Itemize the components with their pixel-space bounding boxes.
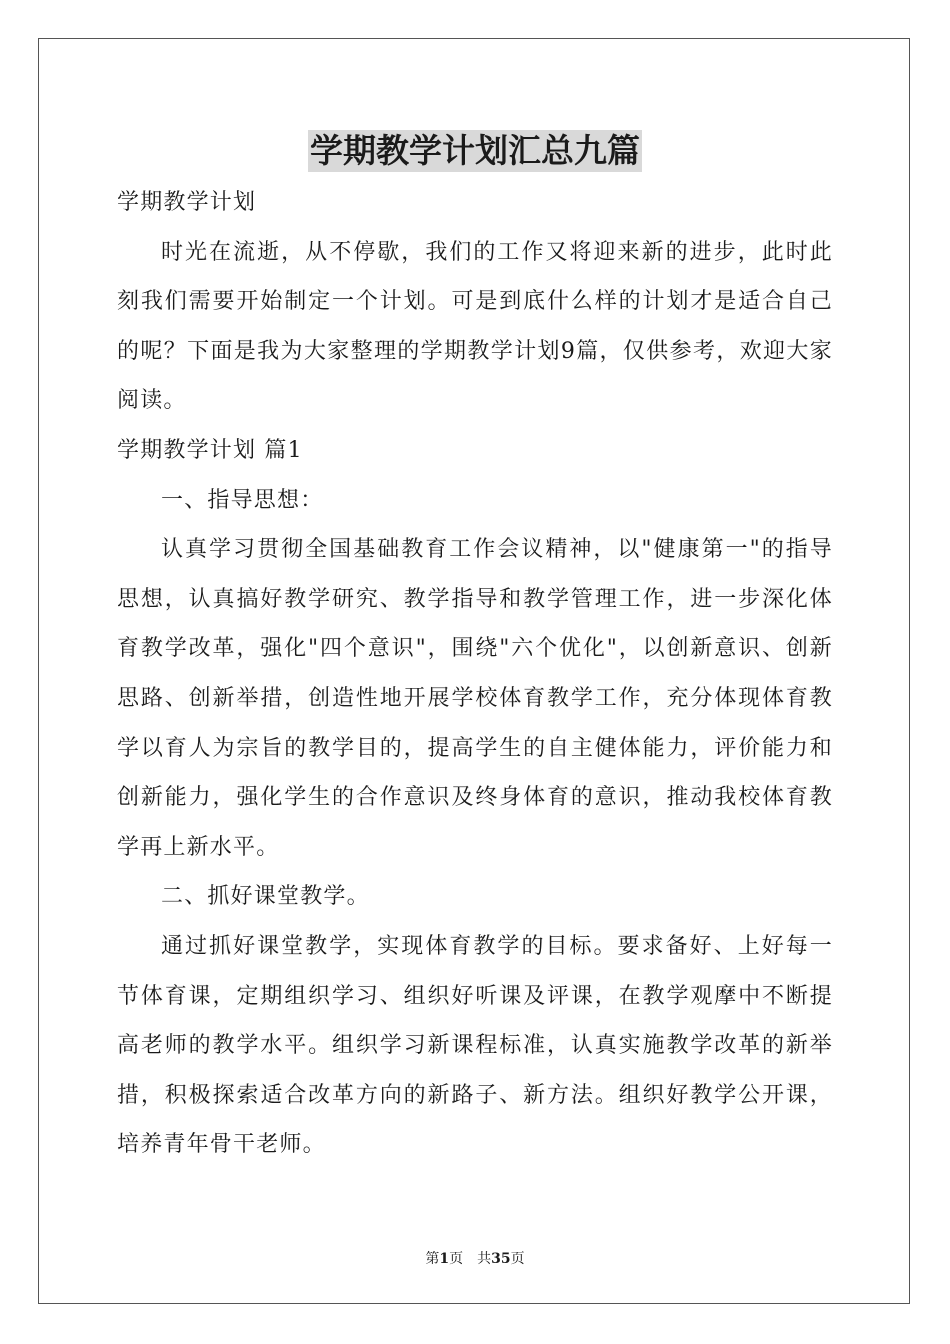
paragraph-classroom-teaching: 通过抓好课堂教学，实现体育教学的目标。要求备好、上好每一节体育课，定期组织学习、组织好听课及评课，在教学观摩中不断提高老师的教学水平。组织学习新课程标准，认真实施教学改革的新举措，积极探索适合改革方向的新路子、新方法。组织好教学公开课，培养青年骨干老师。 — [117, 933, 833, 1158]
heading-classroom-teaching: 二、抓好课堂教学。 — [161, 884, 370, 910]
footer-page-suffix: 页 — [449, 1251, 464, 1267]
intro-paragraph: 时光在流逝，从不停歇，我们的工作又将迎来新的进步，此时此刻我们需要开始制定一个计划。可是到底什么样的计划才是适合自己的呢？下面是我为大家整理的学期教学计划9篇，仅供参考，欢迎大家阅读。 — [117, 239, 833, 414]
heading-guiding-ideology: 一、指导思想： — [161, 487, 324, 513]
footer-total-suffix: 页 — [510, 1251, 525, 1267]
footer-page-number: 1 — [439, 1251, 450, 1267]
title-container — [117, 120, 833, 178]
page-footer — [0, 1250, 950, 1268]
document-body — [117, 120, 833, 1170]
section-heading: 学期教学计划 篇1 — [117, 437, 303, 463]
paragraph-guiding-ideology: 认真学习贯彻全国基础教育工作会议精神，以"健康第一"的指导思想，认真搞好教学研究、教学指导和教学管理工作，进一步深化体育教学改革，强化"四个意识"，围绕"六个优化"，以创新意识、创新思路、创新举措，创造性地开展学校体育教学工作，充分体现体育教学以育人为宗旨的教学目的，提高学生的自主健体能力，评价能力和创新能力，强化学生的合作意识及终身体育的意识，推动我校体育教学再上新水平。 — [117, 537, 833, 860]
footer-total-prefix: 共 — [477, 1251, 492, 1267]
footer-prefix: 第 — [425, 1251, 440, 1267]
footer-total-pages: 35 — [491, 1251, 511, 1267]
document-title: 学期教学计划汇总九篇 — [310, 131, 640, 170]
subtitle: 学期教学计划 — [117, 190, 257, 215]
